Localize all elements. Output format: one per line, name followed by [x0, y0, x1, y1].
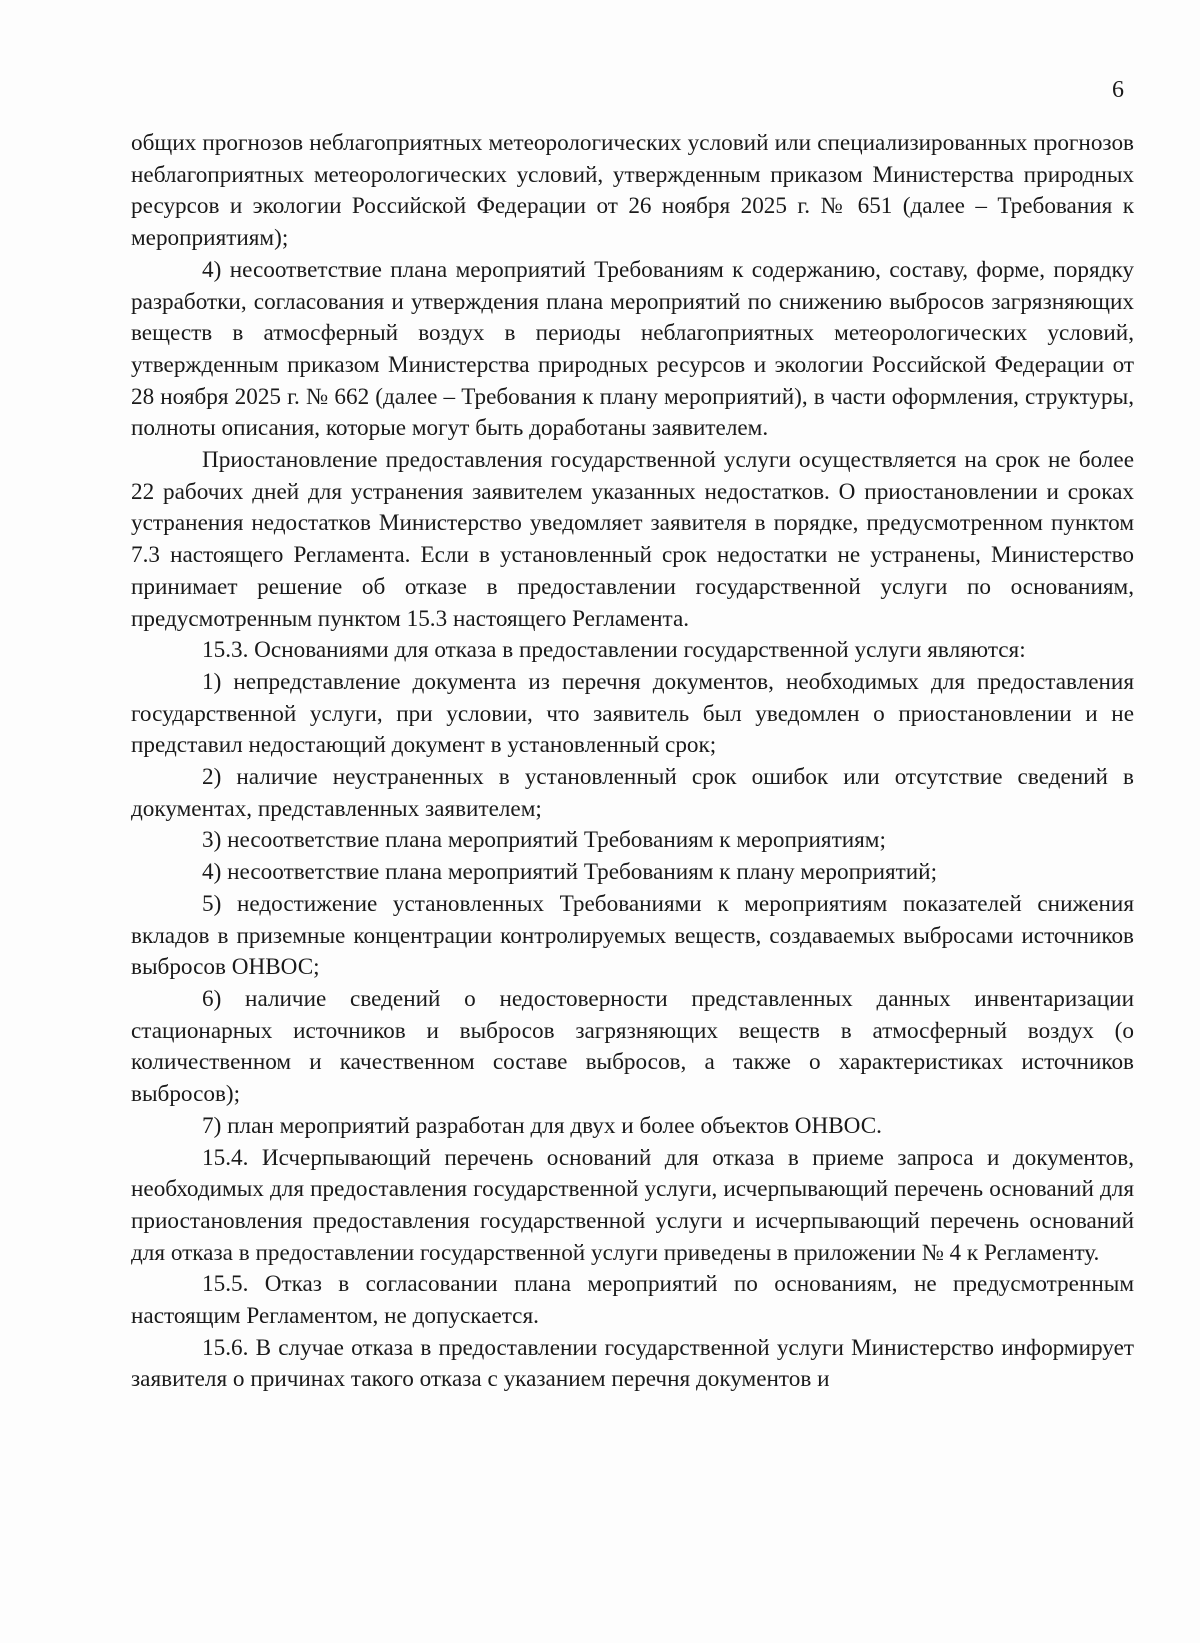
list-item-2: 2) наличие неустраненных в установленный срок ошибок или отсутствие сведений в документах, представленных заявителем;	[131, 764, 1134, 822]
list-item-4: 4) несоответствие плана мероприятий Требованиям к плану мероприятий;	[202, 859, 938, 886]
paragraph-15-6: 15.6. В случае отказа в предоставлении государственной услуги Министерство информирует заявителя о причинах такого отказа с указанием перечня документов и	[131, 1334, 1134, 1393]
page-number: 6	[1112, 77, 1124, 103]
list-item-5: 5) недостижение установленных Требованиями к мероприятиям показателей снижения вкладов в приземные концентрации контролируемых веществ, создаваемых выбросами источников выбросов ОНВОС;	[131, 890, 1134, 981]
list-item-7: 7) план мероприятий разработан для двух и более объектов ОНВОС.	[202, 1112, 882, 1139]
paragraph-continuation: общих прогнозов неблагоприятных метеорологических условий или специализированных прогнозов неблагоприятных метеорологических условий, утвержденным приказом Министерства природных ресурсов и экологии Российской Федерации от 26 ноября 2025 г. № 651 (далее – Требования к мероприятиям);	[131, 130, 1134, 252]
list-item-6: 6) наличие сведений о недостоверности представленных данных инвентаризации стационарных источников и выбросов загрязняющих веществ в атмосферный воздух (о количественном и качественном составе выбросов, а также о характеристиках источников выбросов);	[131, 985, 1134, 1108]
paragraph-15-4: 15.4. Исчерпывающий перечень оснований для отказа в приеме запроса и документов, необходимых для предоставления государственной услуги, исчерпывающий перечень оснований для приостановления предоставления государственной услуги и исчерпывающий перечень оснований для отказа в предоставлении государственной услуги приведены в приложении № 4 к Регламенту.	[131, 1144, 1134, 1266]
paragraph-suspension: Приостановление предоставления государственной услуги осуществляется на срок не более 22 рабочих дней для устранения заявителем указанных недостатков. О приостановлении и сроках устранения недостатков Министерство уведомляет заявителя в порядке, предусмотренном пунктом 7.3 настоящего Регламента. Если в установленный срок недостатки не устранены, Министерство принимает решение об отказе в предоставлении государственной услуги по основаниям, предусмотренным пунктом 15.3 настоящего Регламента.	[131, 447, 1134, 632]
paragraph-15-5: 15.5. Отказ в согласовании плана мероприятий по основаниям, не предусмотренным настоящим Регламентом, не допускается.	[131, 1271, 1134, 1330]
paragraph-item-4: 4) несоответствие плана мероприятий Требованиям к содержанию, составу, форме, порядку разработки, согласования и утверждения плана мероприятий по снижению выбросов загрязняющих веществ в атмосферный воздух в периоды неблагоприятных метеорологических условий, утвержденным приказом Министерства природных ресурсов и экологии Российской Федерации от 28 ноября 2025 г. № 662 (далее – Требования к плану мероприятий), в части оформления, структуры, полноты описания, которые могут быть доработаны заявителем.	[131, 256, 1134, 442]
document-body	[131, 128, 1134, 1396]
list-item-1: 1) непредставление документа из перечня документов, необходимых для предоставления государственной услуги, при условии, что заявитель был уведомлен о приостановлении и не представил недостающий документ в установленный срок;	[131, 668, 1134, 759]
paragraph-15-3: 15.3. Основаниями для отказа в предоставлении государственной услуги являются:	[202, 637, 1026, 664]
list-item-3: 3) несоответствие плана мероприятий Требованиям к мероприятиям;	[202, 827, 886, 854]
